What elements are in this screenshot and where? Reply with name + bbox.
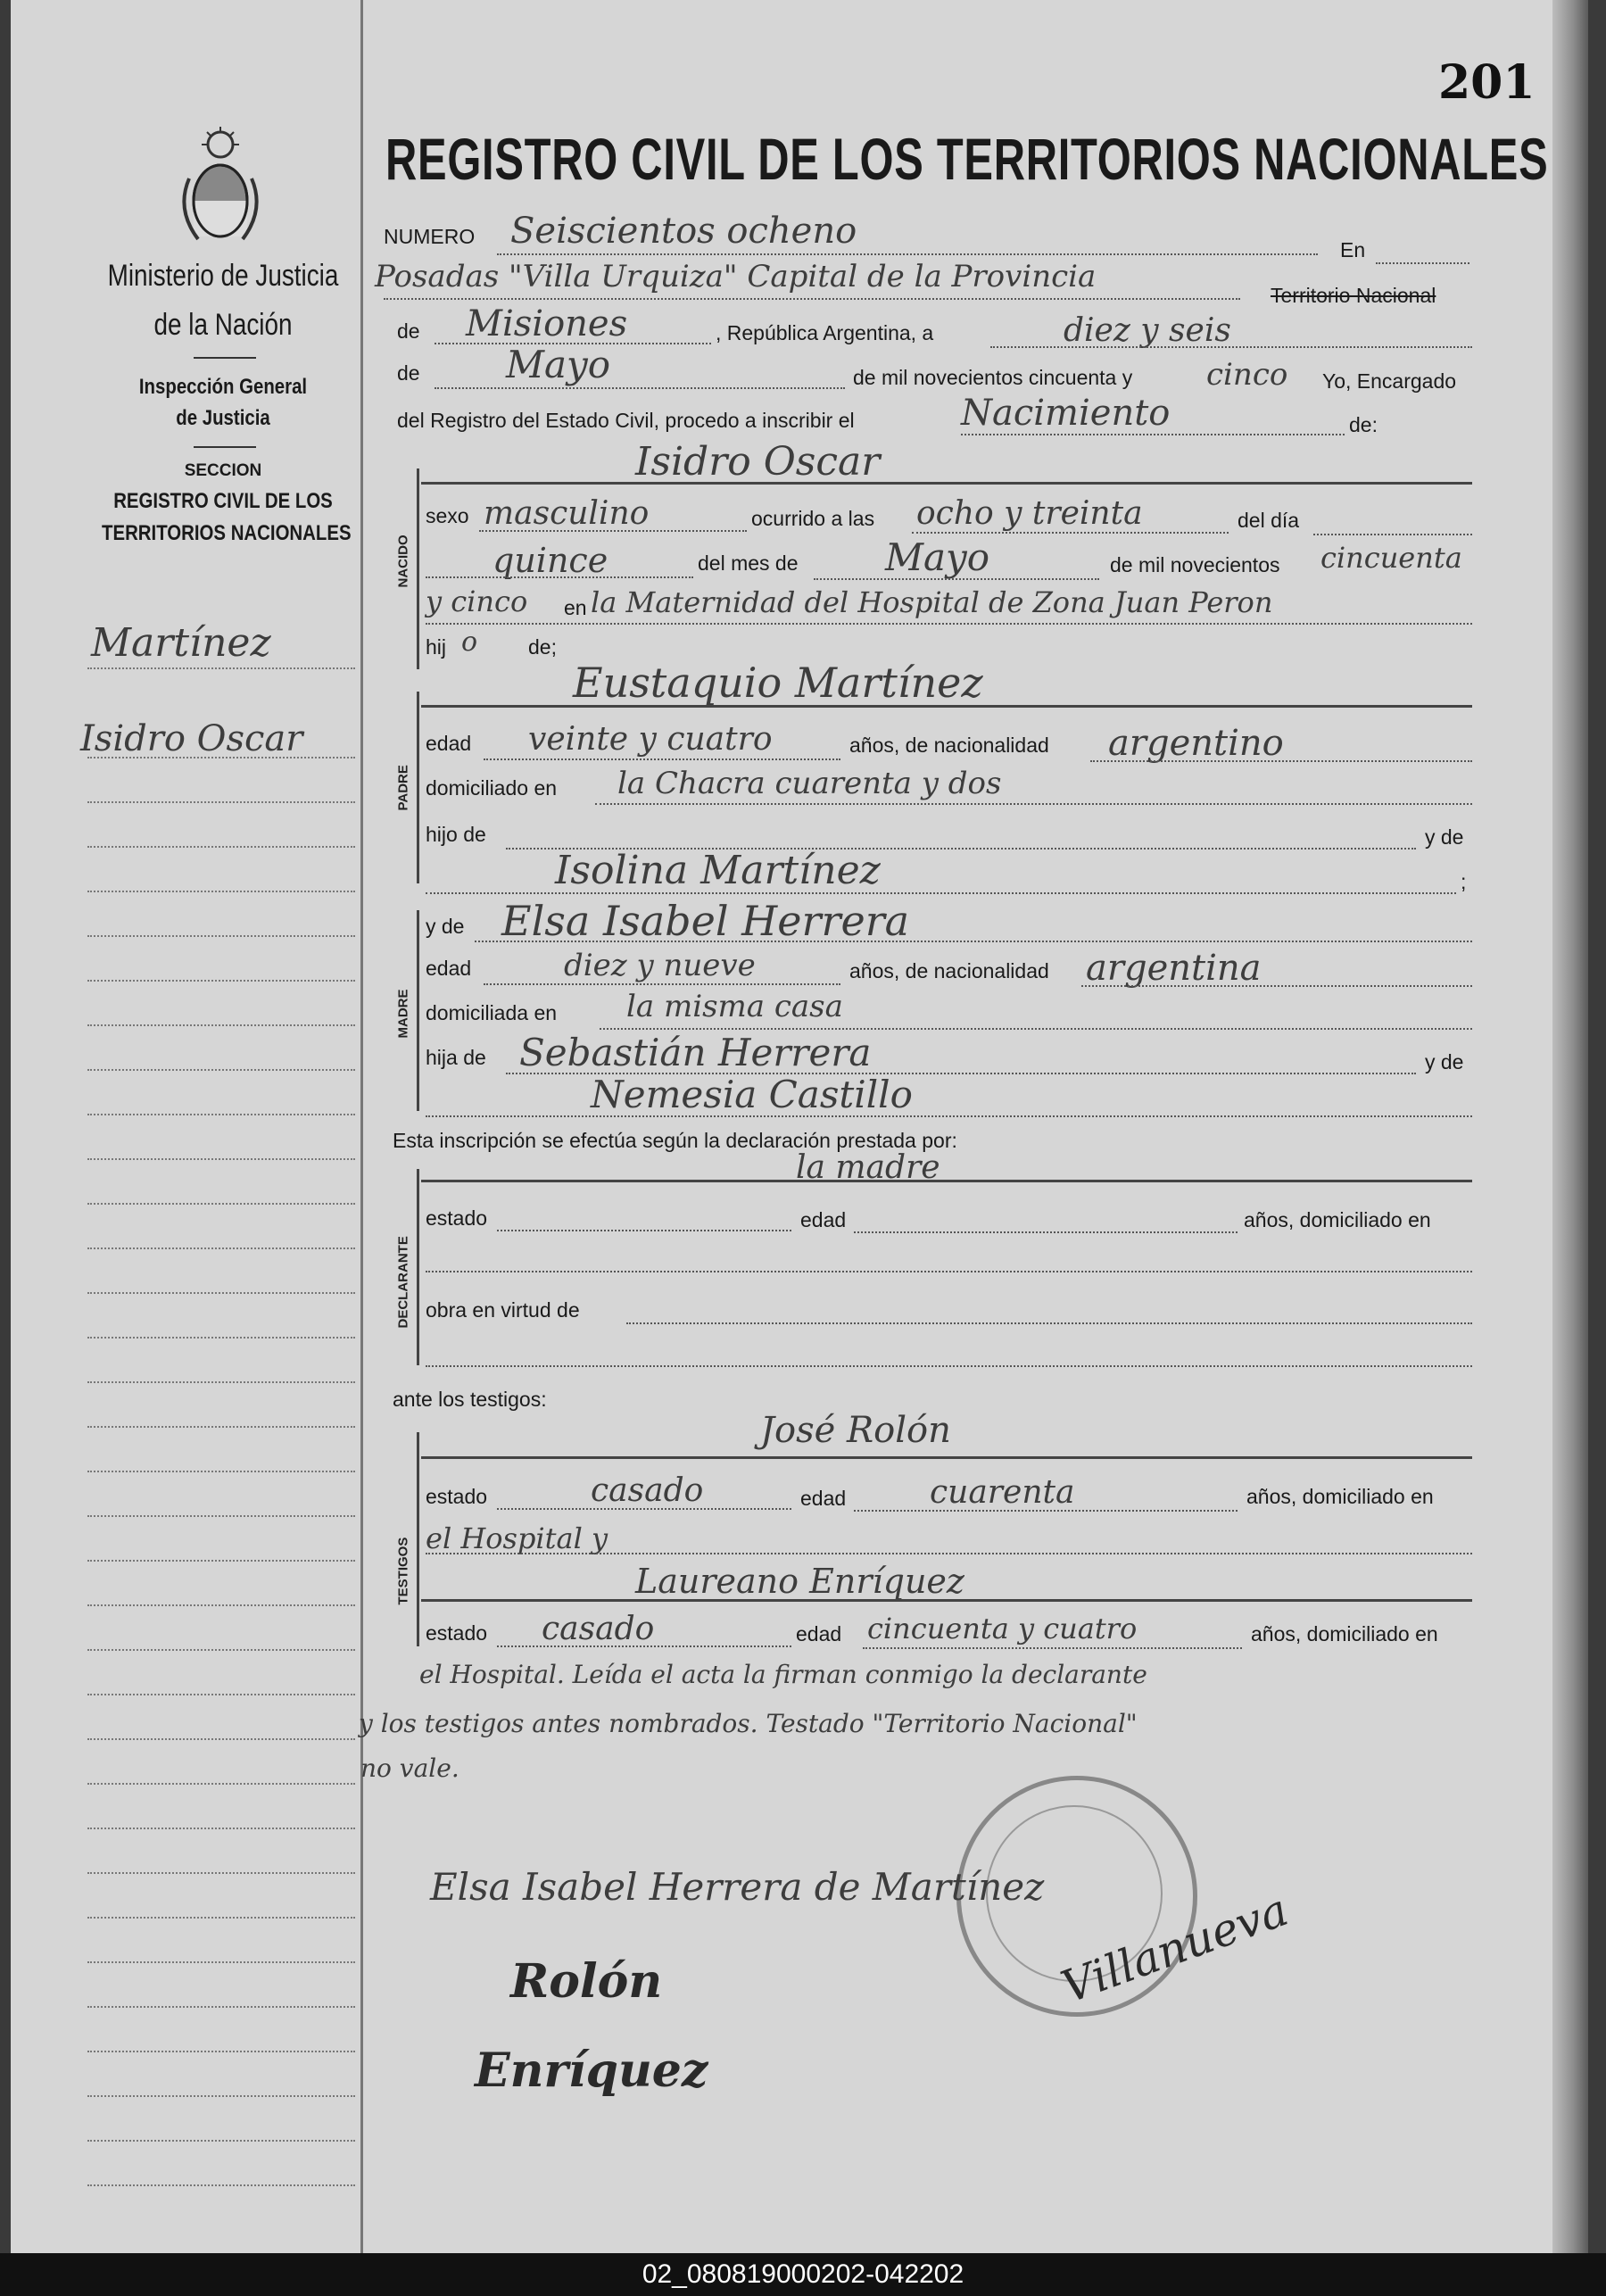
de-label: de <box>397 319 420 343</box>
dotted-line <box>484 758 840 760</box>
lugar-value: la Maternidad del Hospital de Zona Juan Peron <box>591 585 1273 619</box>
mes-value: Mayo <box>885 535 990 579</box>
padre-madre-nombre: Isolina Martínez <box>555 848 881 893</box>
testigo2-anios-label: años, domiciliado en <box>1251 1622 1438 1645</box>
declarante-anios-label: años, domiciliado en <box>1244 1208 1431 1231</box>
anio-label: de mil novecientos <box>1110 553 1280 576</box>
dotted-line <box>1090 760 1472 762</box>
testigos-label: TESTIGOS <box>395 1537 411 1605</box>
rule <box>421 705 1472 708</box>
bracket-line <box>417 692 419 883</box>
padre-nac-value: argentino <box>1108 723 1284 764</box>
madre-madre-nombre: Nemesia Castillo <box>591 1073 913 1116</box>
note-line2: y los testigos antes nombrados. Testado "Territorio Nacional" <box>359 1709 1138 1738</box>
dotted-line <box>600 1028 1472 1030</box>
madre-label: MADRE <box>395 989 411 1039</box>
ocurrido-label: ocurrido a las <box>751 507 875 530</box>
hora-value: ocho y treinta <box>916 495 1143 532</box>
dotted-line <box>426 1115 1472 1117</box>
dotted-line <box>497 1645 791 1647</box>
padre-domicilio-value: la Chacra cuarenta y dos <box>617 766 1002 801</box>
padre-edad-value: veinte y cuatro <box>528 721 773 758</box>
nacido-name: Isidro Oscar <box>635 439 881 485</box>
signature-rolon: Rolón <box>510 1954 663 2009</box>
dotted-line <box>961 434 1345 435</box>
signature-officer: Villanueva <box>1055 1884 1296 2014</box>
note-line3: no vale. <box>360 1753 459 1783</box>
numero-label: NUMERO <box>384 225 476 248</box>
madre-y-de-label: y de <box>426 915 465 938</box>
document-id-footer: 02_080819000202-042202 <box>0 2253 1606 2296</box>
dotted-line <box>814 578 1099 580</box>
dotted-line <box>1081 985 1472 987</box>
dotted-line <box>497 1508 791 1510</box>
testigo1-estado-label: estado <box>426 1485 488 1508</box>
republica-label: , República Argentina, a <box>716 321 934 344</box>
sexo-label: sexo <box>426 504 469 527</box>
rule <box>421 1456 1472 1459</box>
madre-hija-de-label: hija de <box>426 1046 486 1069</box>
testigos-intro: ante los testigos: <box>393 1388 547 1411</box>
del-mes-label: del mes de <box>698 551 799 575</box>
de-label: de; <box>528 635 557 659</box>
dotted-line <box>626 1322 1472 1324</box>
registry-line2: TERRITORIOS NACIONALES <box>102 521 352 545</box>
declarante-obra-label: obra en virtud de <box>426 1298 580 1322</box>
anio-value2: y cinco <box>426 584 528 618</box>
padre-anios-label: años, de nacionalidad <box>849 734 1049 757</box>
testigo1-name: José Rolón <box>760 1410 951 1451</box>
dotted-line <box>863 1647 1242 1649</box>
month-value: Mayo <box>506 343 611 386</box>
inspection-line1: Inspección General <box>138 375 308 399</box>
year-label: de mil novecientos cincuenta y <box>853 366 1133 389</box>
de-label: de <box>397 361 420 385</box>
signature-enriquez: Enríquez <box>475 2043 708 2098</box>
separator <box>194 446 256 448</box>
bracket-line <box>417 1432 419 1646</box>
column-divider <box>360 0 363 2253</box>
rule <box>421 1180 1472 1182</box>
testigo2-estado: casado <box>542 1611 655 1647</box>
testigo1-estado: casado <box>591 1472 704 1509</box>
rule <box>421 482 1472 485</box>
dotted-line <box>426 1271 1472 1272</box>
madre-domicilio-label: domiciliada en <box>426 1001 558 1024</box>
day-value: diez y seis <box>1064 312 1231 349</box>
bracket-line <box>417 468 419 669</box>
year-value: cinco <box>1206 357 1288 393</box>
de-colon: de: <box>1349 413 1378 436</box>
dotted-line <box>426 1553 1472 1554</box>
dotted-line <box>426 623 1472 625</box>
padre-domicilio-label: domiciliado en <box>426 776 558 800</box>
section-label: SECCION <box>184 461 262 480</box>
madre-nac-value: argentina <box>1086 948 1262 989</box>
dotted-line <box>435 387 845 389</box>
territorio-label: Territorio Nacional <box>1271 284 1436 307</box>
testigo2-name: Laureano Enríquez <box>635 1562 964 1601</box>
testigo2-domicilio: el Hospital. Leída el acta la firman conmigo la declarante <box>419 1660 1147 1689</box>
en-label: En <box>1340 238 1366 261</box>
registro-label: del Registro del Estado Civil, procedo a inscribir el <box>397 409 855 432</box>
padre-y-de-label: y de <box>1425 825 1464 849</box>
ministry-line2: de la Nación <box>153 308 293 342</box>
inspection-line2: de Justicia <box>176 406 270 430</box>
yo-label: Yo, Encargado <box>1322 369 1457 393</box>
page-number: 201 <box>1438 55 1536 110</box>
del-dia-label: del día <box>1238 509 1300 532</box>
province-value: Misiones <box>466 303 628 344</box>
semicolon: ; <box>1461 870 1467 893</box>
madre-name: Elsa Isabel Herrera <box>501 897 910 945</box>
act-value: Nacimiento <box>961 393 1171 434</box>
dotted-line <box>1313 534 1472 535</box>
dotted-line <box>475 941 1472 942</box>
registry-line1: REGISTRO CIVIL DE LOS <box>113 489 333 513</box>
dotted-line <box>595 803 1472 805</box>
dotted-line <box>384 298 1240 300</box>
declarante-intro: Esta inscripción se efectúa según la declaración prestada por: <box>393 1129 957 1152</box>
madre-y-de2-label: y de <box>1425 1050 1464 1073</box>
ministry-line1: Ministerio de Justicia <box>107 259 339 293</box>
testigo1-domicilio: el Hospital y <box>426 1521 608 1555</box>
anio-value: cincuenta <box>1320 541 1462 575</box>
testigo1-edad: cuarenta <box>930 1474 1075 1511</box>
dotted-line <box>426 1365 1472 1367</box>
dotted-line <box>426 892 1456 894</box>
testigo1-edad-label: edad <box>800 1487 847 1510</box>
padre-hijo-de-label: hijo de <box>426 823 486 846</box>
padre-label: PADRE <box>395 765 411 811</box>
dotted-line <box>1376 262 1469 264</box>
signature-madre: Elsa Isabel Herrera de Martínez <box>430 1865 1045 1909</box>
bracket-line <box>417 1169 419 1365</box>
testigo1-anios-label: años, domiciliado en <box>1246 1485 1434 1508</box>
en-label: en <box>564 596 587 619</box>
dotted-line <box>479 530 747 532</box>
madre-edad-label: edad <box>426 957 472 980</box>
madre-domicilio-value: la misma casa <box>626 989 843 1024</box>
dotted-line <box>854 1510 1238 1512</box>
register-page <box>11 0 1588 2253</box>
place-value: Posadas "Villa Urquiza" Capital de la Provincia <box>375 259 1097 294</box>
hijo-label: hij <box>426 635 447 659</box>
margin-given-names: Isidro Oscar <box>80 718 303 759</box>
dotted-line <box>484 983 840 985</box>
dotted-line <box>426 576 693 578</box>
declarante-edad-label: edad <box>800 1208 847 1231</box>
hijo-suffix: o <box>461 626 478 658</box>
coat-of-arms-icon <box>171 125 269 250</box>
padre-edad-label: edad <box>426 732 472 755</box>
dia-value: quince <box>493 541 608 580</box>
declarante-estado-label: estado <box>426 1206 488 1230</box>
padre-name: Eustaquio Martínez <box>573 659 983 707</box>
testigo2-edad: cincuenta y cuatro <box>867 1612 1138 1645</box>
page-title: REGISTRO CIVIL DE LOS TERRITORIOS NACIONALES <box>385 126 1549 192</box>
nacido-label: NACIDO <box>395 535 411 588</box>
dotted-line <box>497 1230 791 1231</box>
book-spine <box>1552 0 1588 2253</box>
dotted-line <box>854 1231 1238 1233</box>
rule <box>421 1599 1472 1602</box>
margin-surname: Martínez <box>91 620 271 666</box>
bracket-line <box>417 910 419 1111</box>
separator <box>194 357 256 359</box>
madre-padre-nombre: Sebastián Herrera <box>519 1031 872 1074</box>
sexo-value: masculino <box>484 495 650 532</box>
madre-edad-value: diez y nueve <box>564 948 756 983</box>
numero-value: Seiscientos ocheno <box>510 211 857 252</box>
madre-anios-label: años, de nacionalidad <box>849 959 1049 982</box>
testigo2-edad-label: edad <box>796 1622 842 1645</box>
declarante-label: DECLARANTE <box>395 1236 411 1329</box>
declarante-name: la madre <box>796 1149 940 1186</box>
dotted-line <box>912 532 1229 534</box>
testigo2-estado-label: estado <box>426 1621 488 1645</box>
dotted-line <box>990 346 1472 348</box>
dotted-line <box>497 253 1318 255</box>
